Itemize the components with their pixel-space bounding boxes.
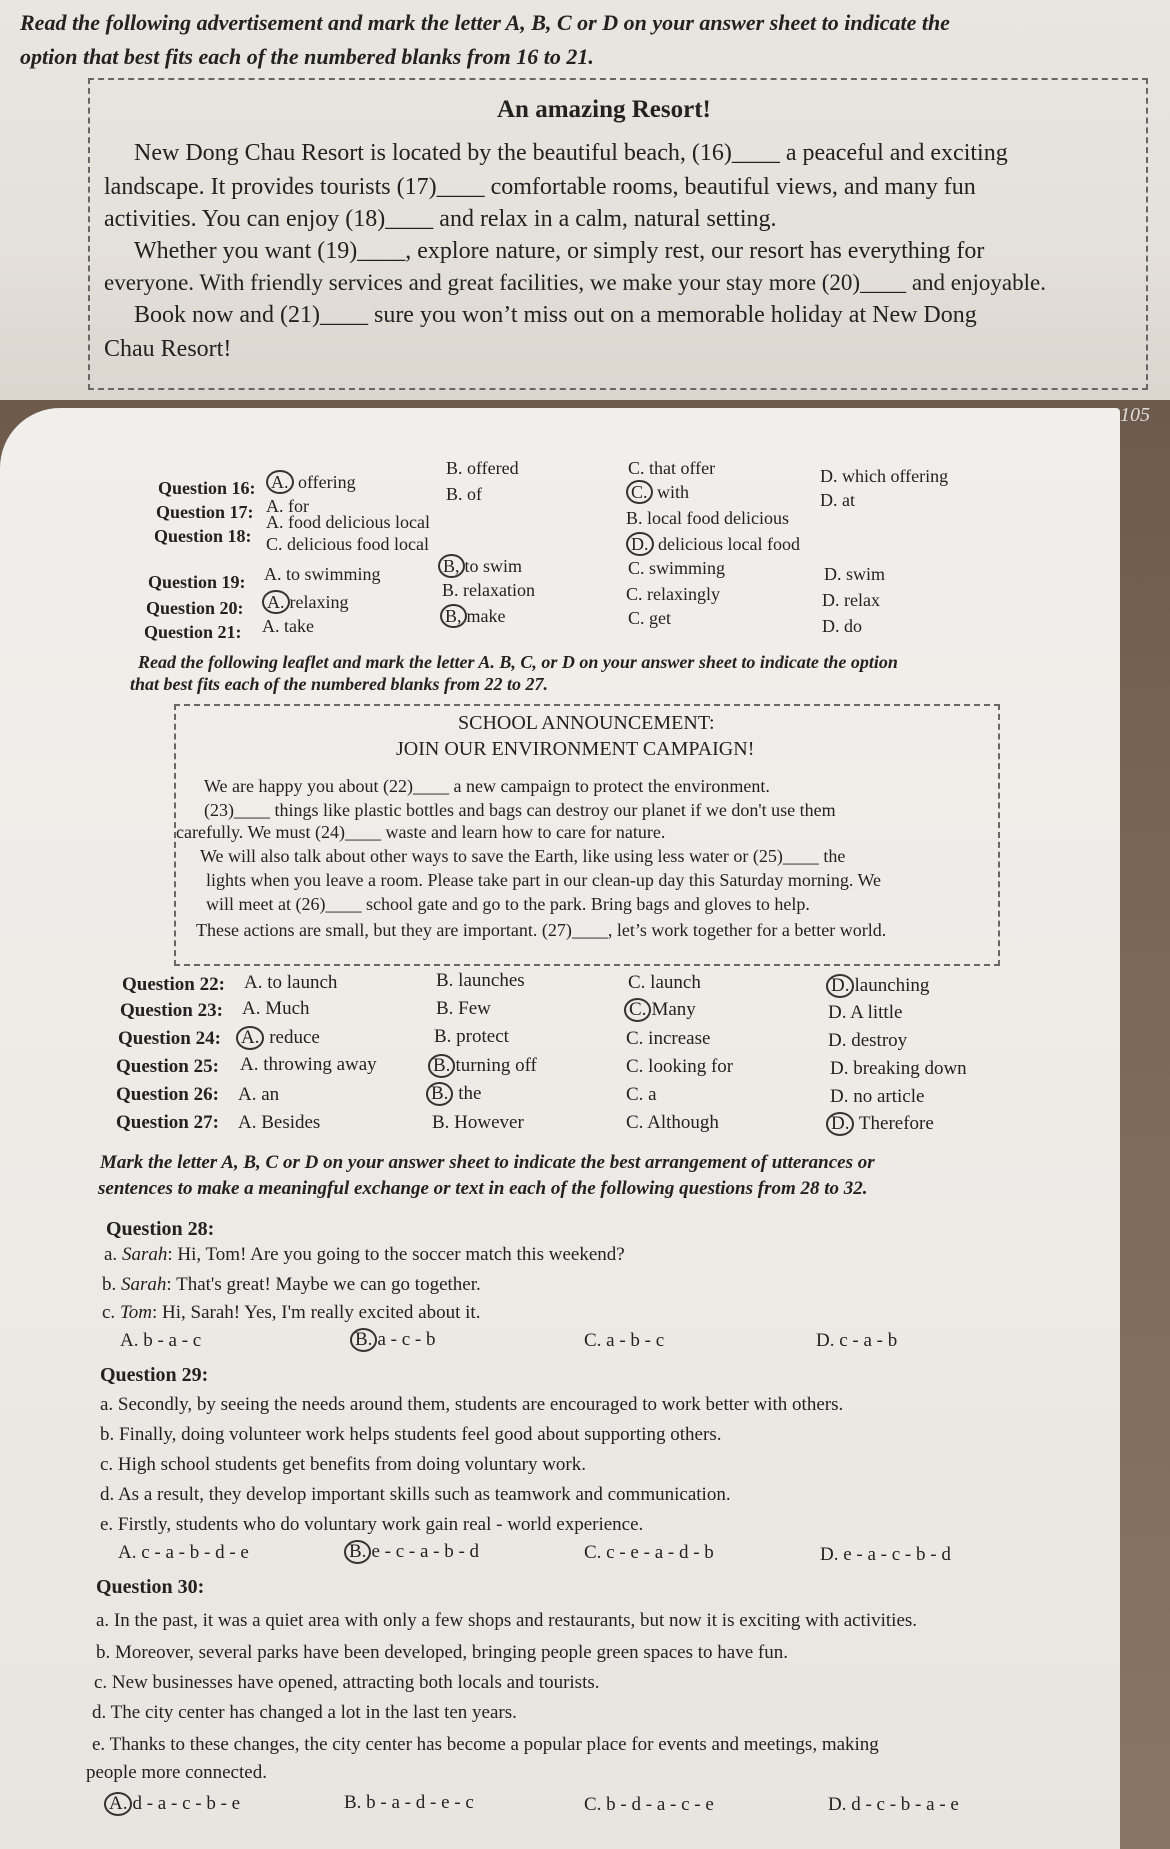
q17-option-c xyxy=(626,480,689,504)
answer-circle: D. xyxy=(626,532,654,556)
q29-line-e: e. Firstly, students who do voluntary work gain real - world experience. xyxy=(100,1514,644,1535)
q28-line-a-text: : Hi, Tom! Are you going to the soccer match this weekend? xyxy=(167,1244,625,1265)
q23-option-c xyxy=(624,998,696,1022)
q29-line-c: c. High school students get benefits from doing voluntary work. xyxy=(100,1454,587,1475)
q23-label: Question 23: xyxy=(120,1000,223,1021)
q19-option-b xyxy=(438,554,522,578)
q21-label: Question 21: xyxy=(144,622,242,642)
announcement-title-2: JOIN OUR ENVIRONMENT CAMPAIGN! xyxy=(396,738,755,760)
q28-label: Question 28: xyxy=(106,1218,215,1240)
q28-line-c-text: : Hi, Sarah! Yes, I'm really excited about it. xyxy=(151,1302,481,1323)
ad-line-5: everyone. With friendly services and great facilities, we make your stay more (20)____ and enjoyable. xyxy=(104,270,1046,295)
section3-instruction-line2: sentences to make a meaningful exchange or text in each of the following questions from 28 to 32. xyxy=(98,1178,868,1199)
q24-option-a xyxy=(236,1026,320,1050)
answer-circle: A. xyxy=(104,1792,132,1816)
q25-option-d: D. breaking down xyxy=(830,1058,967,1079)
answer-circle: B. xyxy=(428,1054,455,1078)
section2-instruction-line2: that best fits each of the numbered blanks from 22 to 27. xyxy=(130,674,549,694)
q21-option-b xyxy=(440,604,506,628)
q30-label: Question 30: xyxy=(96,1576,205,1598)
q18-option-d xyxy=(626,532,800,556)
q26-option-c: C. a xyxy=(626,1084,657,1105)
q29-line-b: b. Finally, doing volunteer work helps students feel good about supporting others. xyxy=(100,1424,722,1445)
q19-option-b-text: to swim xyxy=(464,556,523,576)
q27-option-d xyxy=(826,1112,934,1136)
answer-circle: A. xyxy=(236,1026,264,1050)
q19-option-d: D. swim xyxy=(824,564,886,584)
q24-option-d: D. destroy xyxy=(828,1030,908,1051)
q22-option-c: C. launch xyxy=(628,972,701,993)
q26-option-a: A. an xyxy=(238,1084,280,1105)
q29-line-a: a. Secondly, by seeing the needs around them, students are encouraged to work better with others. xyxy=(100,1394,844,1415)
q19-option-a: A. to swimming xyxy=(264,564,381,584)
q20-option-a-text: relaxing xyxy=(289,592,349,612)
q24-option-b: B. protect xyxy=(434,1026,509,1047)
q27-option-d-text: Therefore xyxy=(858,1113,934,1134)
q19-label: Question 19: xyxy=(148,572,246,592)
q16-option-a xyxy=(266,470,356,494)
q17-option-a: A. for xyxy=(266,496,309,516)
q20-option-d: D. relax xyxy=(822,590,880,610)
q28-option-a: A. b - a - c xyxy=(120,1330,202,1351)
q25-label: Question 25: xyxy=(116,1056,219,1077)
speaker-name: Tom xyxy=(119,1302,152,1323)
q30-option-a xyxy=(104,1792,240,1816)
q30-line-c: c. New businesses have opened, attracting both locals and tourists. xyxy=(94,1672,600,1693)
q20-option-a xyxy=(262,590,348,614)
q22-label: Question 22: xyxy=(122,974,225,995)
announcement-line-4: We will also talk about other ways to save the Earth, like using less water or (25)____ the xyxy=(200,846,846,866)
q27-option-c: C. Although xyxy=(626,1112,719,1133)
q16-option-c: C. that offer xyxy=(628,458,716,478)
answer-circle: B. xyxy=(350,1328,377,1352)
ad-line-6: Book now and (21)____ sure you won’t miss out on a memorable holiday at New Dong xyxy=(134,302,977,328)
q21-option-c: C. get xyxy=(628,608,671,628)
q18-option-a: A. food delicious local xyxy=(266,512,430,532)
speaker-name: Sarah xyxy=(121,1274,167,1295)
q20-option-c: C. relaxingly xyxy=(626,584,720,604)
q18-option-b: B. local food delicious xyxy=(626,508,789,528)
q30-line-a: a. In the past, it was a quiet area with only a few shops and restaurants, but now it is exciting with activities. xyxy=(96,1610,918,1631)
q16-option-a-text: offering xyxy=(298,472,356,492)
q28-line-a xyxy=(104,1244,625,1266)
q21-option-d: D. do xyxy=(822,616,862,636)
q25-option-c: C. looking for xyxy=(626,1056,734,1077)
answer-circle: B. xyxy=(344,1540,371,1564)
ad-line-3: activities. You can enjoy (18)____ and relax in a calm, natural setting. xyxy=(104,206,777,232)
q18-label: Question 18: xyxy=(154,526,252,546)
q30-line-e: e. Thanks to these changes, the city center has become a popular place for events and meetings, making xyxy=(92,1734,879,1755)
q17-option-b: B. of xyxy=(446,484,482,504)
q19-option-c: C. swimming xyxy=(628,558,726,578)
announcement-line-3: carefully. We must (24)____ waste and learn how to care for nature. xyxy=(176,822,666,842)
q30-option-d: D. d - c - b - a - e xyxy=(828,1794,959,1815)
q28-option-b xyxy=(350,1328,435,1352)
q30-line-e-continued: people more connected. xyxy=(86,1762,267,1783)
q28-prefix-c: c. xyxy=(102,1302,120,1323)
q17-option-d: D. at xyxy=(820,490,855,510)
q28-option-d: D. c - a - b xyxy=(816,1330,898,1351)
answer-circle: B. xyxy=(426,1082,453,1106)
answer-circle: B, xyxy=(440,604,467,628)
q30-option-a-text: d - a - c - b - e xyxy=(132,1793,241,1814)
section3-instruction-line1: Mark the letter A, B, C or D on your answer sheet to indicate the best arrangement of utterances or xyxy=(100,1152,875,1173)
q22-option-d-text: launching xyxy=(854,975,930,996)
answer-circle: A. xyxy=(262,590,290,614)
answer-circle: D. xyxy=(826,1112,854,1136)
q17-option-c-text: with xyxy=(657,482,690,502)
q28-option-b-text: a - c - b xyxy=(377,1329,436,1350)
announcement-title-1: SCHOOL ANNOUNCEMENT: xyxy=(458,712,715,734)
q29-option-b-text: e - c - a - b - d xyxy=(371,1541,480,1562)
section2-instruction-line1: Read the following leaflet and mark the letter A. B, C, or D on your answer sheet to indicate the option xyxy=(138,652,898,672)
q23-option-c-text: Many xyxy=(651,999,696,1020)
q28-line-b xyxy=(102,1274,481,1296)
q29-option-d: D. e - a - c - b - d xyxy=(820,1544,951,1565)
q28-option-c: C. a - b - c xyxy=(584,1330,665,1351)
q25-option-a: A. throwing away xyxy=(240,1054,377,1075)
q22-option-d xyxy=(826,974,929,998)
q28-line-c xyxy=(102,1302,480,1324)
q22-option-b: B. launches xyxy=(436,970,525,991)
announcement-line-6: will meet at (26)____ school gate and go to the park. Bring bags and gloves to help. xyxy=(206,894,810,914)
q29-option-c: C. c - e - a - d - b xyxy=(584,1542,714,1563)
q27-option-b: B. However xyxy=(432,1112,524,1133)
q24-label: Question 24: xyxy=(118,1028,221,1049)
q26-option-d: D. no article xyxy=(830,1086,925,1107)
answer-circle: C. xyxy=(624,998,651,1022)
q16-label: Question 16: xyxy=(158,478,256,498)
q16-option-d: D. which offering xyxy=(820,466,949,486)
q21-option-b-text: make xyxy=(466,606,506,626)
answer-circle: C. xyxy=(626,480,653,504)
q26-option-b xyxy=(426,1082,481,1106)
ad-line-1: New Dong Chau Resort is located by the beautiful beach, (16)____ a peaceful and exciting xyxy=(134,140,1008,166)
q29-option-b xyxy=(344,1540,479,1564)
q20-label: Question 20: xyxy=(146,598,244,618)
ad-line-7: Chau Resort! xyxy=(104,336,232,362)
speaker-name: Sarah xyxy=(121,1244,168,1265)
q30-line-d: d. The city center has changed a lot in the last ten years. xyxy=(92,1702,517,1723)
answer-circle: D. xyxy=(826,974,854,998)
q25-option-b xyxy=(428,1054,537,1078)
announcement-line-5: lights when you leave a room. Please take part in our clean-up day this Saturday morning. We xyxy=(206,870,882,890)
answer-circle: B, xyxy=(438,554,465,578)
announcement-line-7: These actions are small, but they are important. (27)____, let’s work together for a better world. xyxy=(196,920,887,940)
q25-option-b-text: turning off xyxy=(455,1055,537,1076)
q27-option-a: A. Besides xyxy=(238,1112,321,1133)
q23-option-a: A. Much xyxy=(242,998,310,1019)
q24-option-a-text: reduce xyxy=(269,1027,320,1048)
announcement-line-2: (23)____ things like plastic bottles and bags can destroy our planet if we don't use them xyxy=(204,800,836,820)
q26-label: Question 26: xyxy=(116,1084,219,1105)
q26-option-b-text: the xyxy=(458,1083,482,1104)
announcement-line-1: We are happy you about (22)____ a new campaign to protect the environment. xyxy=(204,776,770,796)
q20-option-b: B. relaxation xyxy=(442,580,535,600)
q18-option-c: C. delicious food local xyxy=(266,534,429,554)
page-number: 105 xyxy=(1120,404,1150,426)
q18-option-d-text: delicious local food xyxy=(658,534,800,554)
ad-line-4: Whether you want (19)____, explore nature, or simply rest, our resort has everything for xyxy=(134,238,985,264)
advertisement-title: An amazing Resort! xyxy=(497,96,711,123)
q22-option-a: A. to launch xyxy=(244,972,338,993)
q29-line-d: d. As a result, they develop important skills such as teamwork and communication. xyxy=(100,1484,731,1505)
q29-label: Question 29: xyxy=(100,1364,209,1386)
q28-prefix-b: b. xyxy=(102,1274,121,1295)
ad-line-2: landscape. It provides tourists (17)____ comfortable rooms, beautiful views, and many fun xyxy=(104,174,976,200)
q28-line-b-text: : That's great! Maybe we can go together. xyxy=(166,1274,481,1295)
q17-label: Question 17: xyxy=(156,502,254,522)
q30-line-b: b. Moreover, several parks have been developed, bringing people green spaces to have fun. xyxy=(96,1642,788,1663)
q16-option-b: B. offered xyxy=(446,458,519,478)
advertisement-box xyxy=(88,78,1148,390)
q30-option-c: C. b - d - a - c - e xyxy=(584,1794,714,1815)
q30-option-b: B. b - a - d - e - c xyxy=(344,1792,474,1813)
q29-option-a: A. c - a - b - d - e xyxy=(118,1542,249,1563)
answer-circle: A. xyxy=(266,470,294,494)
q27-label: Question 27: xyxy=(116,1112,219,1133)
section1-instruction-line2: option that best fits each of the numbered blanks from 16 to 21. xyxy=(20,44,594,69)
section1-instruction-line1: Read the following advertisement and mark the letter A, B, C or D on your answer sheet to indicate the xyxy=(20,10,950,35)
q23-option-d: D. A little xyxy=(828,1002,903,1023)
q24-option-c: C. increase xyxy=(626,1028,711,1049)
q21-option-a: A. take xyxy=(262,616,314,636)
q28-prefix-a: a. xyxy=(104,1244,122,1265)
q23-option-b: B. Few xyxy=(436,998,491,1019)
